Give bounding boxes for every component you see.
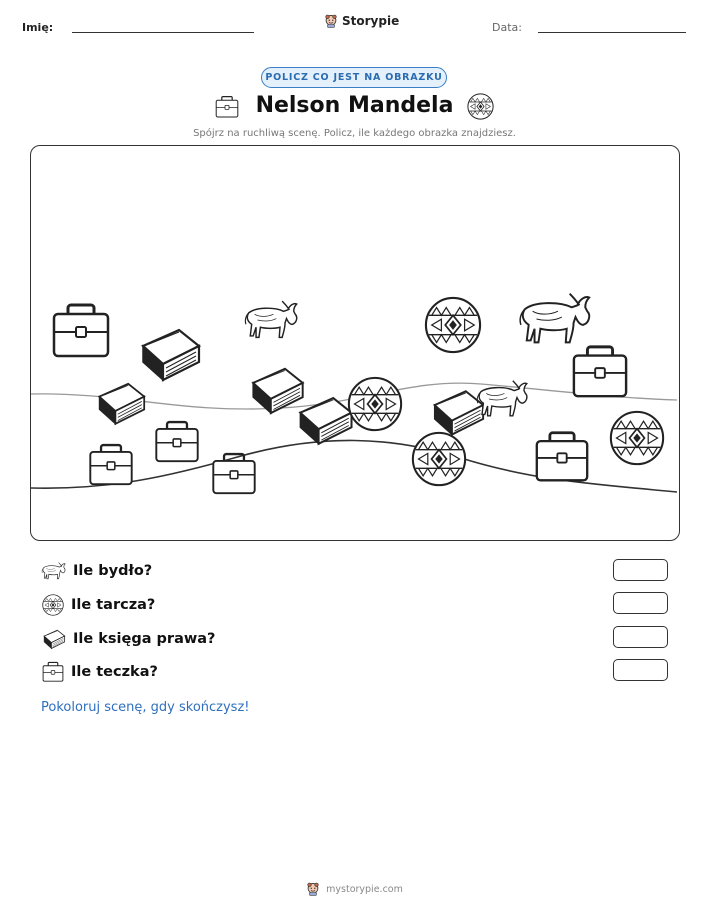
book-icon <box>99 384 144 424</box>
mascot-icon <box>306 882 320 896</box>
book-icon <box>41 628 67 650</box>
mascot-icon <box>324 14 338 28</box>
briefcase-icon <box>574 347 626 396</box>
shield-icon <box>611 412 663 464</box>
footer <box>0 882 709 896</box>
instructions: Spójrz na ruchliwą scenę. Policz, ile każdego obrazka znajdziesz. <box>193 128 516 139</box>
name-line[interactable] <box>72 32 254 33</box>
activity-badge: POLICZ CO JEST NA OBRAZKU <box>261 67 447 88</box>
brand-name: Storypie <box>342 14 400 28</box>
briefcase-icon <box>41 661 65 683</box>
cattle-icon <box>520 294 589 343</box>
question-text: Ile teczka? <box>71 664 158 680</box>
page-title: Nelson Mandela <box>255 93 454 118</box>
question-shield <box>41 594 155 616</box>
briefcase-icon <box>54 305 108 356</box>
closing-note: Pokoloruj scenę, gdy skończysz! <box>41 700 250 715</box>
question-cattle <box>41 561 152 581</box>
shield-icon <box>349 378 401 430</box>
book-icon <box>435 391 484 434</box>
answer-box-shield[interactable] <box>613 592 668 614</box>
briefcase-icon <box>90 445 131 484</box>
book-icon <box>143 330 199 380</box>
name-label: Imię: <box>22 21 54 34</box>
brand-logo <box>324 14 399 28</box>
question-text: Ile bydło? <box>73 563 153 579</box>
shield-icon <box>467 93 494 120</box>
question-book <box>41 628 215 650</box>
briefcase-icon <box>213 454 254 493</box>
date-line[interactable] <box>538 32 686 33</box>
cattle-icon <box>41 561 67 581</box>
question-text: Ile tarcza? <box>71 597 156 613</box>
shield-icon <box>41 594 65 616</box>
shield-icon <box>413 433 465 485</box>
question-briefcase <box>41 661 158 683</box>
counting-scene <box>30 145 680 541</box>
shield-icon <box>426 298 480 352</box>
footer-site: mystorypie.com <box>326 883 403 895</box>
briefcase-icon <box>156 422 197 461</box>
answer-box-briefcase[interactable] <box>613 659 668 681</box>
date-label: Data: <box>492 21 522 34</box>
question-text: Ile księga prawa? <box>73 631 216 647</box>
answer-box-book[interactable] <box>613 626 668 648</box>
scene-canvas <box>31 146 677 538</box>
book-icon <box>300 398 351 444</box>
answer-box-cattle[interactable] <box>613 559 668 581</box>
briefcase-icon <box>537 433 587 481</box>
cattle-icon <box>245 301 296 337</box>
